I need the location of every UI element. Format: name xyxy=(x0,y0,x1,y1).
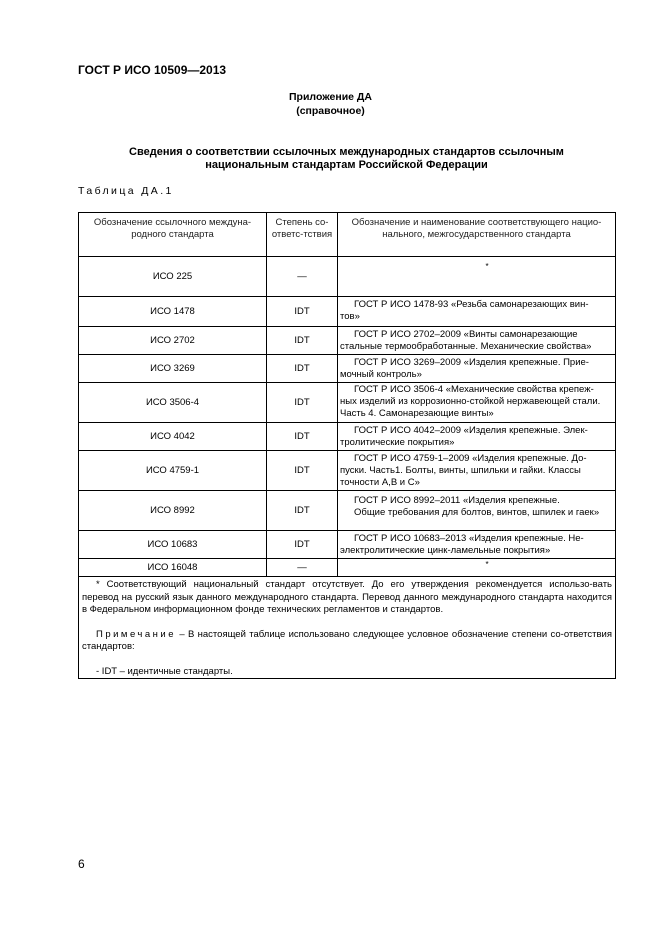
degree-value: — xyxy=(267,559,338,577)
note-label: Примечание xyxy=(96,628,176,640)
footnote-marker: * xyxy=(485,262,489,271)
table-row xyxy=(79,257,616,297)
section-title-line: Сведения о соответствии ссылочных международных стандартов ссылочным xyxy=(129,146,564,158)
standard-title-line: ГОСТ Р ИСО 4759-1–2009 «Изделия крепежные. До- xyxy=(354,453,587,464)
standard-code: ИСО 4042 xyxy=(79,423,267,451)
national-standard-cell xyxy=(338,383,616,423)
table-row xyxy=(79,297,616,327)
standard-code: ИСО 10683 xyxy=(79,531,267,559)
table-row xyxy=(79,383,616,423)
section-title xyxy=(78,146,615,172)
footnote-text: * Соответствующий национальный стандарт отсутствует. До его утверждения рекомендуется использо-вать перевод на русский язык данного международного стандарта. Перевод данного международного стандарта находится в Федеральном информационном фонде технических регламентов и стандартов. xyxy=(82,579,612,615)
degree-value: IDT xyxy=(267,383,338,423)
standard-code: ИСО 3506-4 xyxy=(79,383,267,423)
table-label: Таблица ДА.1 xyxy=(78,185,174,197)
national-standard-cell xyxy=(338,451,616,491)
degree-value: — xyxy=(267,257,338,297)
national-standard-cell xyxy=(338,355,616,383)
legend-text: - IDT – идентичные стандарты. xyxy=(96,665,233,677)
degree-value: IDT xyxy=(267,355,338,383)
correspondence-table xyxy=(78,212,616,679)
standard-title-line: ГОСТ Р ИСО 4042–2009 «Изделия крепежные. Элек- xyxy=(354,425,588,436)
table-row xyxy=(79,423,616,451)
table-notes-row xyxy=(79,577,616,679)
standard-title-line: стальные термообработанные. Механические свойства» xyxy=(340,341,592,352)
note-text: – В настоящей таблице использовано следующее условное обозначение степени со-ответствия стандартов: xyxy=(82,628,612,652)
page-number: 6 xyxy=(78,857,85,871)
standard-title-line: ГОСТ Р ИСО 8992–2011 «Изделия крепежные. xyxy=(354,495,560,506)
standard-title-line: тролитические покрытия» xyxy=(340,437,455,448)
appendix-heading: Приложение ДА xyxy=(289,91,372,103)
header-national-standard: Обозначение и наименование соответствующего нацио-нального, межгосударственного стандарта xyxy=(338,213,616,257)
table-row xyxy=(79,531,616,559)
degree-value: IDT xyxy=(267,491,338,531)
standard-title-line: пуски. Часть1. Болты, винты, шпильки и гайки. Классы xyxy=(340,465,581,476)
degree-value: IDT xyxy=(267,451,338,491)
document-header: ГОСТ Р ИСО 10509—2013 xyxy=(78,63,227,77)
table-row xyxy=(79,327,616,355)
degree-value: IDT xyxy=(267,531,338,559)
footnote-marker: * xyxy=(485,560,489,569)
header-international-standard: Обозначение ссылочного междуна-родного стандарта xyxy=(79,213,267,257)
standard-code: ИСО 16048 xyxy=(79,559,267,577)
standard-title-line: ГОСТ Р ИСО 2702–2009 «Винты самонарезающие xyxy=(354,329,578,340)
section-title-line: национальным стандартам Российской Федерации xyxy=(205,159,488,171)
standard-title-line: точности А,В и С» xyxy=(340,477,420,488)
table-header-row xyxy=(79,213,616,257)
degree-value: IDT xyxy=(267,423,338,451)
degree-value: IDT xyxy=(267,327,338,355)
standard-code: ИСО 2702 xyxy=(79,327,267,355)
header-degree: Степень со-ответс-тствия xyxy=(267,213,338,257)
standard-code: ИСО 3269 xyxy=(79,355,267,383)
standard-title-line: ГОСТ Р ИСО 1478-93 «Резьба самонарезающих вин- xyxy=(354,299,589,310)
appendix-subtitle: (справочное) xyxy=(296,105,365,117)
national-standard-cell xyxy=(338,423,616,451)
standard-code: ИСО 8992 xyxy=(79,491,267,531)
table-row xyxy=(79,355,616,383)
table-row xyxy=(79,559,616,577)
standard-title-line: ГОСТ Р ИСО 3506-4 «Механические свойства крепеж- xyxy=(354,384,594,395)
national-standard-cell xyxy=(338,559,616,577)
standard-title-line: электролитические цинк-ламельные покрытия» xyxy=(340,545,551,556)
standard-title-line: Общие требования для болтов, винтов, шпилек и гаек» xyxy=(354,507,600,518)
appendix-title xyxy=(0,90,661,118)
national-standard-cell xyxy=(338,327,616,355)
table-row xyxy=(79,451,616,491)
standard-code: ИСО 1478 xyxy=(79,297,267,327)
standard-title-line: Часть 4. Самонарезающие винты» xyxy=(340,408,494,419)
table-notes xyxy=(79,577,616,679)
standard-code: ИСО 225 xyxy=(79,257,267,297)
standard-code: ИСО 4759-1 xyxy=(79,451,267,491)
table-row xyxy=(79,491,616,531)
standard-title-line: ГОСТ Р ИСО 3269–2009 «Изделия крепежные. Прие- xyxy=(354,357,589,368)
standard-title-line: мочный контроль» xyxy=(340,369,422,380)
standard-title-line: ных изделий из коррозионно-стойкой нержавеющей стали. xyxy=(340,396,601,407)
degree-value: IDT xyxy=(267,297,338,327)
national-standard-cell xyxy=(338,531,616,559)
national-standard-cell xyxy=(338,297,616,327)
national-standard-cell xyxy=(338,257,616,297)
standard-title-line: тов» xyxy=(340,311,360,322)
national-standard-cell xyxy=(338,491,616,531)
note-paragraph xyxy=(82,629,612,654)
standard-title-line: ГОСТ Р ИСО 10683–2013 «Изделия крепежные. Не- xyxy=(354,533,584,544)
